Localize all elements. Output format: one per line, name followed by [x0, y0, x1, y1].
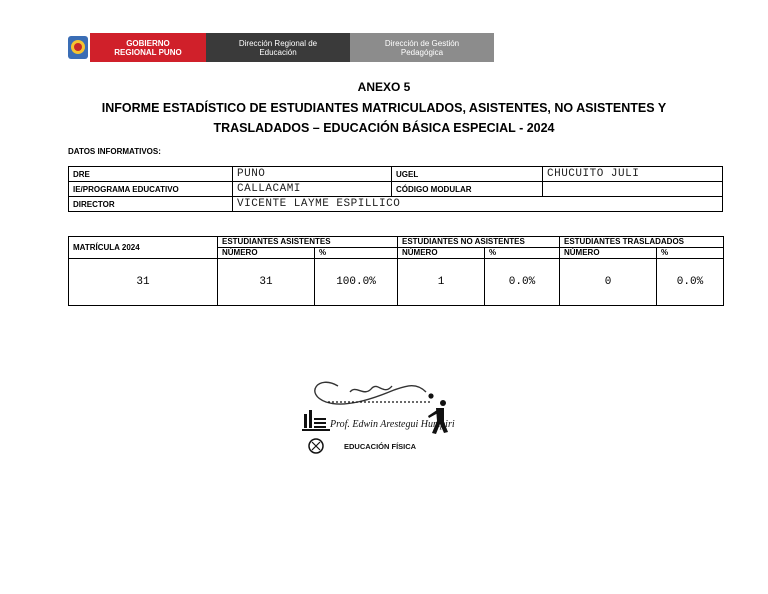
trasladados-pct: 0.0%	[657, 259, 724, 306]
director-value: VICENTE LAYME ESPILLICO	[233, 197, 723, 212]
section-label: DATOS INFORMATIVOS:	[68, 147, 161, 156]
report-title-line2: TRASLADADOS – EDUCACIÓN BÁSICA ESPECIAL - 2024	[213, 121, 555, 135]
no-asistentes-numero-header: NÚMERO	[398, 248, 485, 259]
dre-value: PUNO	[233, 167, 392, 182]
banner-dgp-line1: Dirección de Gestión	[384, 38, 460, 48]
report-title	[0, 98, 768, 138]
annex-title: ANEXO 5	[357, 80, 411, 94]
no-asistentes-header: ESTUDIANTES NO ASISTENTES	[398, 237, 560, 248]
codigo-label: CÓDIGO MODULAR	[392, 182, 543, 197]
info-table	[68, 166, 723, 212]
no-asistentes-pct: 0.0%	[485, 259, 560, 306]
trasladados-header: ESTUDIANTES TRASLADADOS	[560, 237, 724, 248]
banner-gobierno	[90, 33, 206, 62]
ugel-value: CHUCUITO JULI	[543, 167, 723, 182]
banner-dre-line1: Dirección Regional de	[238, 38, 318, 48]
asistentes-numero: 31	[218, 259, 315, 306]
matricula-header: MATRÍCULA 2024	[69, 237, 218, 259]
header-banner	[66, 33, 494, 62]
banner-dgp-line2: Pedagógica	[400, 47, 444, 57]
ugel-label: UGEL	[392, 167, 543, 182]
ie-value: CALLACAMI	[233, 182, 392, 197]
dre-label: DRE	[69, 167, 233, 182]
signature-subtitle: EDUCACIÓN FÍSICA	[344, 442, 417, 451]
matricula-value: 31	[69, 259, 218, 306]
trasladados-numero: 0	[560, 259, 657, 306]
regional-seal-icon	[66, 33, 90, 62]
banner-gobierno-line1: GOBIERNO	[126, 38, 170, 48]
ie-label: IE/PROGRAMA EDUCATIVO	[69, 182, 233, 197]
signature-stamp	[298, 372, 458, 462]
stats-table	[68, 236, 724, 306]
asistentes-numero-header: NÚMERO	[218, 248, 315, 259]
no-asistentes-numero: 1	[398, 259, 485, 306]
signature-name: Prof. Edwin Arestegui Humpiri	[330, 419, 455, 430]
trasladados-pct-header: %	[657, 248, 724, 259]
no-asistentes-pct-header: %	[485, 248, 560, 259]
trasladados-numero-header: NÚMERO	[560, 248, 657, 259]
report-title-line1: INFORME ESTADÍSTICO DE ESTUDIANTES MATRICULADOS, ASISTENTES, NO ASISTENTES Y	[101, 101, 667, 115]
banner-gobierno-line2: REGIONAL PUNO	[114, 47, 182, 57]
codigo-value	[543, 182, 723, 197]
asistentes-header: ESTUDIANTES ASISTENTES	[218, 237, 398, 248]
asistentes-pct-header: %	[315, 248, 398, 259]
asistentes-pct: 100.0%	[315, 259, 398, 306]
signature-graphic	[298, 372, 458, 462]
banner-gestion-pedagogica	[350, 33, 494, 62]
banner-direccion-regional	[206, 33, 350, 62]
banner-dre-line2: Educación	[259, 47, 297, 57]
director-label: DIRECTOR	[69, 197, 233, 212]
